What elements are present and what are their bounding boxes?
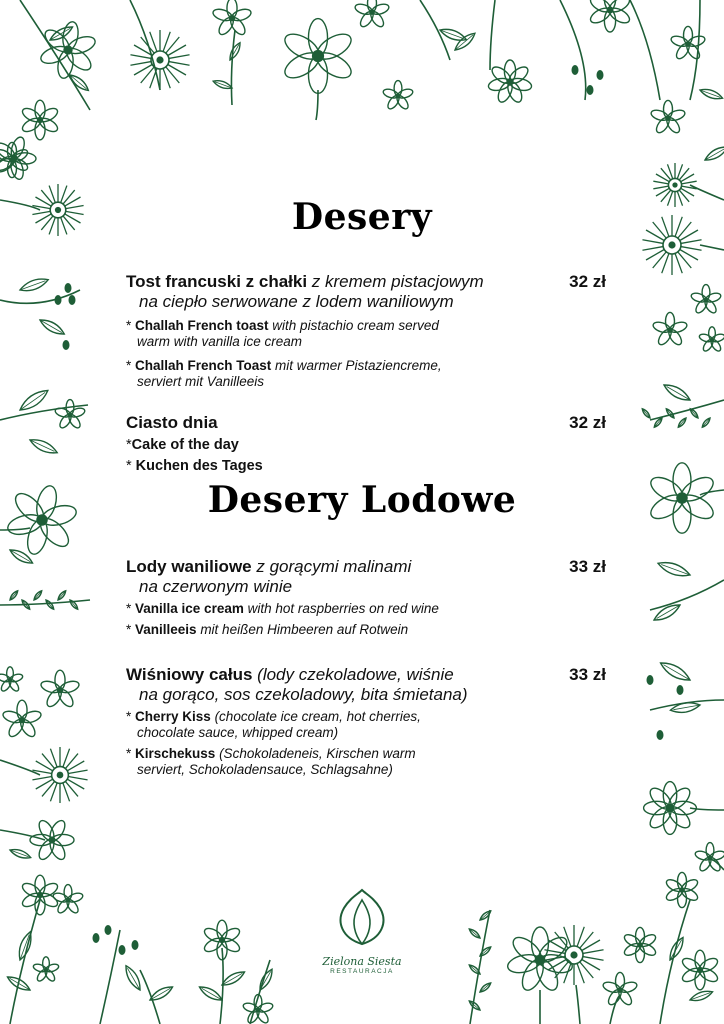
leaf-icon (656, 559, 691, 580)
leaf-icon (701, 417, 711, 429)
item-desc: z kremem pistacjowym (307, 272, 484, 291)
leaf-heart-icon (334, 888, 390, 948)
item-price: 32 zł (569, 413, 606, 432)
item-desc: (lody czekoladowe, wiśnie (252, 665, 454, 684)
stem-line (250, 960, 270, 1024)
menu-item-vanilla-ice-cream (126, 557, 606, 638)
leaf-icon (68, 72, 91, 93)
restaurant-logo (312, 888, 412, 975)
translation-de: * Vanilleeis mit heißen Himbeeren auf Rotwein (126, 622, 409, 637)
berry-icon (657, 730, 664, 740)
item-name: Wiśniowy całus (126, 665, 253, 684)
stem-line (0, 760, 40, 775)
leaf-icon (8, 547, 34, 567)
translation-en: * Cherry Kiss (chocolate ice cream, hot cherries, chocolate sauce, whipped cream) (126, 709, 421, 740)
berry-icon (93, 933, 100, 943)
stem-line (690, 808, 724, 810)
leaf-icon (452, 30, 477, 53)
leaf-icon (6, 974, 32, 994)
translation-de: * Challah French Toast mit warmer Pistaziencreme, serviert mit Vanilleeis (126, 358, 442, 389)
flower-icon (644, 782, 697, 835)
logo-subtitle: RESTAURACJA (330, 968, 394, 975)
stem-line (490, 0, 495, 70)
flower-icon (212, 0, 253, 37)
flower-icon (690, 285, 722, 315)
leaf-icon (662, 381, 692, 404)
flower-icon (602, 972, 638, 1006)
flower-icon (670, 26, 706, 60)
flower-icon (698, 327, 724, 353)
leaf-icon (667, 936, 687, 962)
stem-line (650, 700, 724, 710)
item-price: 33 zł (569, 665, 606, 684)
stem-line (0, 528, 30, 530)
flower-icon (2, 700, 43, 739)
leaf-icon (658, 659, 693, 685)
flower-icon (40, 670, 81, 709)
leaf-icon (689, 988, 714, 1003)
leaf-icon (699, 87, 724, 102)
leaf-icon (33, 590, 43, 602)
menu-item-french-toast (126, 272, 606, 390)
flower-icon (382, 81, 414, 111)
flower-icon (0, 667, 24, 693)
berry-icon (132, 940, 139, 950)
leaf-icon (670, 701, 701, 715)
stem-line (650, 400, 724, 420)
leaf-icon (220, 969, 246, 989)
leaf-icon (677, 417, 687, 429)
logo-script: Zielona Siesta (322, 955, 402, 968)
item-name: Tost francuski z chałki (126, 272, 308, 291)
item-desc-cont: na gorąco, sos czekoladowy, bita śmietana) (139, 685, 468, 704)
flower-icon (665, 872, 700, 907)
leaf-icon (9, 590, 19, 602)
flower-icon (281, 19, 355, 94)
leaf-icon (468, 999, 481, 1011)
leaf-icon (703, 144, 724, 164)
berry-icon (55, 295, 62, 305)
flower-icon (32, 957, 59, 983)
stem-line (650, 580, 724, 610)
flower-icon (487, 60, 532, 104)
leaf-icon (212, 78, 233, 90)
leaf-icon (48, 24, 74, 44)
berry-icon (677, 685, 684, 695)
flower-icon (20, 100, 59, 140)
item-desc: z gorącymi malinami (251, 557, 412, 576)
flower-icon (354, 0, 390, 29)
item-desc-cont: na czerwonym winie (139, 577, 293, 596)
leaf-icon (18, 276, 49, 295)
flower-icon (650, 100, 686, 134)
flower-icon (22, 810, 82, 870)
stem-line (231, 30, 235, 105)
stem-line (690, 0, 700, 100)
stem-line (316, 90, 318, 120)
translation-en: * Vanilla ice cream with hot raspberries on red wine (126, 601, 439, 616)
leaf-icon (148, 984, 174, 1004)
flower-icon (694, 843, 724, 873)
item-name: Ciasto dnia (126, 413, 218, 432)
leaf-icon (479, 909, 492, 921)
stem-line (560, 0, 586, 100)
flower-icon (680, 950, 719, 990)
stem-line (660, 900, 690, 1024)
berry-icon (105, 925, 112, 935)
translation-en: *Cake of the day (126, 437, 239, 453)
item-desc-cont: na ciepło serwowane z lodem waniliowym (139, 292, 454, 311)
translation-de: * Kuchen des Tages (126, 458, 263, 474)
menu-item-cake-of-day (126, 413, 606, 476)
flower-icon (623, 927, 658, 962)
section-title-desery: Desery (291, 196, 433, 238)
flower-icon (54, 400, 86, 430)
item-price: 32 zł (569, 272, 606, 291)
berry-icon (587, 85, 594, 95)
berry-icon (647, 675, 654, 685)
leaf-icon (57, 590, 67, 602)
leaf-icon (38, 316, 66, 337)
item-name: Lody waniliowe (126, 557, 252, 576)
menu-item-cherry-kiss (126, 665, 606, 778)
stem-line (140, 970, 160, 1024)
translation-de: * Kirschekuss (Schokoladeneis, Kirschen warm serviert, Schokoladensauce, Schlagsahne) (126, 746, 416, 777)
leaf-icon (641, 408, 651, 420)
leaf-icon (122, 964, 143, 992)
leaf-icon (28, 436, 59, 457)
leaf-icon (227, 41, 242, 61)
leaf-icon (479, 945, 492, 957)
leaf-icon (689, 408, 699, 420)
berry-icon (69, 295, 76, 305)
berry-icon (65, 283, 72, 293)
stem-line (10, 900, 40, 1024)
stem-line (0, 405, 88, 420)
flower-icon (0, 142, 29, 177)
leaf-icon (9, 847, 32, 861)
leaf-icon (479, 981, 492, 993)
stem-line (100, 930, 120, 1024)
leaf-icon (468, 927, 481, 939)
daisy-icon (130, 30, 189, 90)
stem-line (700, 245, 724, 250)
flower-icon (652, 312, 688, 346)
leaf-icon (198, 984, 224, 1004)
stem-line (576, 985, 580, 1024)
stem-line (630, 0, 660, 100)
item-price: 33 zł (569, 557, 606, 576)
section-title-desery-lodowe: Desery Lodowe (207, 479, 517, 521)
berry-icon (119, 945, 126, 955)
translation-en: * Challah French toast with pistachio cream served warm with vanilla ice cream (126, 318, 439, 349)
leaf-icon (45, 599, 55, 611)
berry-icon (63, 340, 70, 350)
berry-icon (597, 70, 604, 80)
berry-icon (572, 65, 579, 75)
flower-icon (588, 0, 632, 32)
stem-line (20, 0, 90, 110)
daisy-icon (32, 747, 87, 803)
